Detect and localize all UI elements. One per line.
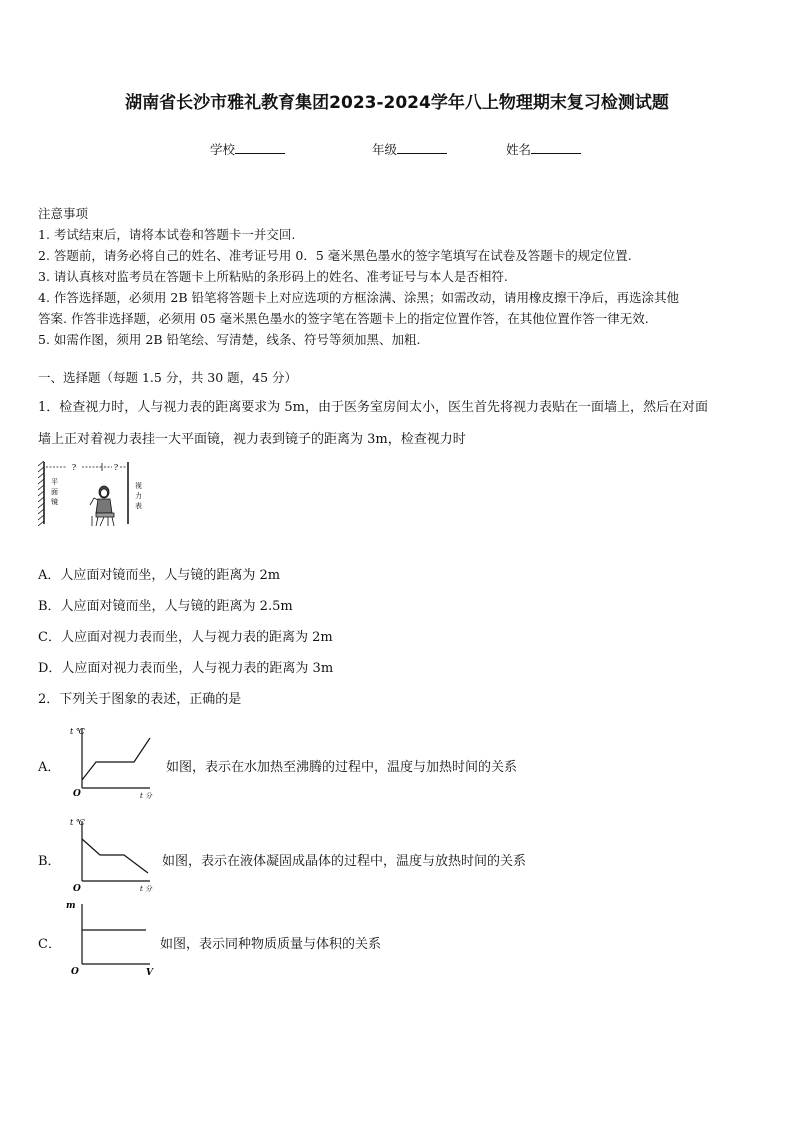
note-item: 4. 作答选择题，必须用 2B 铅笔将答题卡上对应选项的方框涂满、涂黑；如需改动，请用橡皮擦干净后，再选涂其他 <box>38 290 679 305</box>
graph-c-y-axis-label: m <box>66 901 76 911</box>
q2-option-c-text: 如图，表示同种物质质量与体积的关系 <box>160 937 382 952</box>
q2-option-a-text: 如图，表示在水加热至沸腾的过程中，温度与加热时间的关系 <box>166 760 518 775</box>
graph-b-y-axis-label: t ℃ <box>70 818 85 827</box>
school-label: 学校 <box>210 142 236 157</box>
grade-blank <box>397 141 447 154</box>
grade-field <box>372 140 447 158</box>
note-item: 答案. 作答非选择题，必须用 05 毫米黑色墨水的签字笔在答题卡上的指定位置作答，在其他位置作答一律无效. <box>38 311 649 326</box>
q1-option-c: C．人应面对视力表而坐，人与视力表的距离为 2m <box>38 630 333 645</box>
note-item: 1. 考试结束后，请将本试卷和答题卡一并交回. <box>38 227 296 242</box>
question-1-line-2: 墙上正对着视力表挂一大平面镜，视力表到镜子的距离为 3m，检查视力时 <box>38 432 466 447</box>
graph-c-mass-volume <box>64 898 160 978</box>
q1-option-b: B．人应面对镜而坐，人与镜的距离为 2.5m <box>38 599 293 614</box>
chart-label-3: 表 <box>135 502 142 510</box>
q1-option-d: D．人应面对视力表而坐，人与视力表的距离为 3m <box>38 661 334 676</box>
graph-b-origin: O <box>73 884 81 893</box>
note-item: 5. 如需作图，须用 2B 铅笔绘、写清楚，线条、符号等须加黑、加粗. <box>38 332 421 347</box>
graph-b-solidifying <box>68 815 160 893</box>
chart-label-2: 力 <box>135 492 142 500</box>
name-field <box>506 140 581 158</box>
graph-a-y-axis-label: t ℃ <box>70 727 85 736</box>
chart-label-1: 视 <box>135 482 142 490</box>
mirror-label-2: 面 <box>51 488 58 496</box>
graph-c-x-axis-label: V <box>146 968 153 978</box>
note-item: 2. 答题前，请务必将自己的姓名、准考证号用 0．5 毫米黑色墨水的签字笔填写在试卷及答题卡的规定位置. <box>38 248 632 263</box>
notes-heading: 注意事项 <box>38 206 89 221</box>
page-title: 湖南省长沙市雅礼教育集团2023-2024学年八上物理期末复习检测试题 <box>125 93 669 113</box>
q2-option-b-letter: B． <box>38 854 61 869</box>
q1-option-a: A．人应面对镜而坐，人与镜的距离为 2m <box>38 568 281 583</box>
graph-a-x-axis-label: t 分 <box>140 792 153 800</box>
graph-b-x-axis-label: t 分 <box>140 885 153 893</box>
seated-person-icon <box>90 486 114 526</box>
distance-unknown-1: ? <box>71 463 77 472</box>
name-label: 姓名 <box>506 142 532 157</box>
q2-option-c-letter: C． <box>38 937 61 952</box>
section-heading: 一、选择题（每题 1.5 分，共 30 题，45 分） <box>38 370 298 385</box>
eye-test-figure <box>38 458 158 530</box>
grade-label: 年级 <box>372 142 398 157</box>
graph-a-boiling <box>68 722 160 800</box>
graph-a-origin: O <box>73 789 81 799</box>
question-1-line-1: 1．检查视力时，人与视力表的距离要求为 5m，由于医务室房间太小，医生首先将视力表贴在一面墙上，然后在对面 <box>38 400 709 415</box>
q2-option-b-text: 如图，表示在液体凝固成晶体的过程中，温度与放热时间的关系 <box>162 854 527 869</box>
distance-unknown-2: ? <box>113 463 119 472</box>
question-2-stem: 2．下列关于图象的表述，正确的是 <box>38 692 242 707</box>
school-field <box>210 140 285 158</box>
name-blank <box>531 141 581 154</box>
graph-c-origin: O <box>71 967 79 977</box>
note-item: 3. 请认真核对监考员在答题卡上所粘贴的条形码上的姓名、准考证号与本人是否相符. <box>38 269 508 284</box>
q2-option-a-letter: A． <box>38 760 61 775</box>
mirror-label-1: 平 <box>51 478 58 486</box>
mirror-label-3: 镜 <box>51 498 58 506</box>
school-blank <box>235 141 285 154</box>
